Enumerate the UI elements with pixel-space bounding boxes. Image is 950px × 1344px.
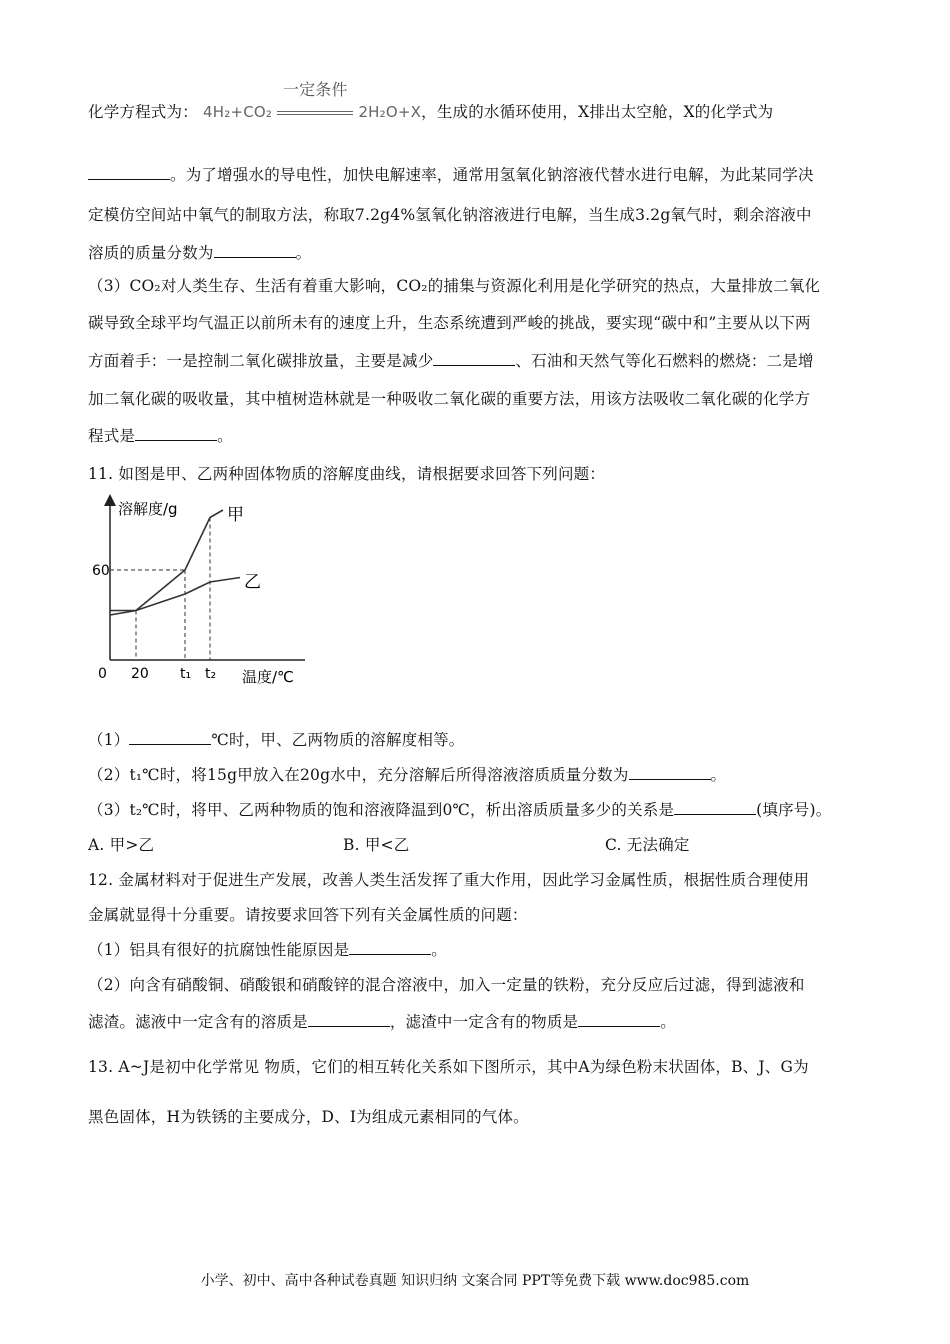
answer-blank[interactable]	[129, 730, 211, 745]
y-axis-label: 溶解度/g	[118, 500, 178, 518]
question-13-line-2: 黑色固体，H为铁锈的主要成分，D、I为组成元素相同的气体。	[88, 1108, 529, 1126]
q11-p1-suffix: ℃时，甲、乙两物质的溶解度相等。	[211, 731, 465, 749]
q12-p1-prefix: （1）铝具有很好的抗腐蚀性能原因是	[88, 941, 350, 959]
q11-part-2	[88, 763, 726, 785]
series-line-jia	[110, 510, 223, 615]
x-axis-label: 温度/℃	[242, 668, 294, 686]
text-line-5: （3）CO₂对人类生存、生活有着重大影响，CO₂的捕集与资源化利用是化学研究的热点，大量排放二氧化	[88, 277, 821, 295]
answer-blank[interactable]	[214, 243, 296, 258]
question-12-line-1: 12. 金属材料对于促进生产发展，改善人类生活发挥了重大作用，因此学习金属性质，根据性质合理使用	[88, 871, 810, 889]
equation-condition: 一定条件	[282, 80, 348, 99]
q12-p3-middle: ，滤渣中一定含有的物质是	[389, 1013, 579, 1031]
option-b[interactable]: B. 甲<乙	[343, 836, 410, 854]
question-13-line-1: 13. A~J是初中化学常见 物质，它们的相互转化关系如下图所示，其中A为绿色粉末状固体，B、J、G为	[88, 1058, 809, 1076]
text-line-4	[88, 241, 311, 263]
text-line-9-suffix: 。	[217, 427, 233, 445]
q11-p2-suffix: 。	[710, 766, 727, 784]
text-line-9	[88, 424, 233, 446]
q12-part-2: （2）向含有硝酸铜、硝酸银和硝酸锌的混合溶液中，加入一定量的铁粉，充分反应后过滤，得到滤液和	[88, 976, 805, 994]
equation-right: 2H₂O+X	[358, 103, 422, 121]
text-line-4-prefix: 溶质的质量分数为	[88, 244, 214, 262]
series-line-yi	[110, 578, 240, 611]
q11-p2-prefix: （2）t₁℃时，将15g甲放入在20g水中，充分溶解后所得溶液溶质质量分数为	[88, 766, 629, 784]
x-tick-label: 0	[98, 666, 107, 682]
q11-p3-prefix: （3）t₂℃时，将甲、乙两种物质的饱和溶液降温到0℃，析出溶质质量多少的关系是	[88, 801, 675, 819]
answer-blank[interactable]	[308, 1012, 390, 1027]
equation-left: 4H₂+CO₂	[203, 103, 273, 121]
q12-p3-suffix: 。	[660, 1013, 676, 1031]
equation-suffix: ，生成的水循环使用，X排出太空舱，X的化学式为	[421, 103, 774, 121]
question-11-intro: 11. 如图是甲、乙两种固体物质的溶解度曲线，请根据要求回答下列问题：	[88, 465, 606, 483]
text-line-4-suffix: 。	[295, 244, 312, 262]
equation-prefix: 化学方程式为：	[88, 103, 198, 121]
answer-blank[interactable]	[433, 351, 515, 366]
x-tick-label: 20	[131, 666, 149, 682]
equation-arrow	[277, 80, 353, 121]
question-12-line-2: 金属就显得十分重要。请按要求回答下列有关金属性质的问题：	[88, 906, 528, 924]
q12-p1-suffix: 。	[431, 941, 447, 959]
series-label-jia: 甲	[227, 505, 244, 525]
answer-blank[interactable]	[674, 800, 756, 815]
text-line-2	[88, 163, 814, 185]
option-c[interactable]: C. 无法确定	[605, 836, 690, 854]
q11-p3-suffix: (填序号)。	[756, 801, 832, 819]
option-a[interactable]: A. 甲>乙	[88, 836, 155, 854]
x-tick-label: t₁	[180, 666, 192, 682]
answer-blank[interactable]	[135, 426, 217, 441]
series-label-yi: 乙	[244, 572, 261, 593]
page-footer: 小学、初中、高中各种试卷真题 知识归纳 文案合同 PPT等免费下载 www.doc985.com	[200, 1273, 750, 1289]
answer-blank[interactable]	[578, 1012, 660, 1027]
solubility-chart	[92, 492, 310, 692]
q12-part-1	[88, 938, 447, 960]
equation-line	[88, 80, 774, 122]
text-line-6: 碳导致全球平均气温正以前所未有的速度上升，生态系统遭到严峻的挑战，要实现“碳中和”主要从以下两	[88, 314, 811, 332]
q11-part-3	[88, 798, 831, 820]
answer-blank[interactable]	[349, 940, 431, 955]
answer-blank[interactable]	[629, 765, 711, 780]
q11-part-1	[88, 728, 465, 750]
text-line-9-prefix: 程式是	[88, 427, 136, 445]
text-line-2-content: 。为了增强水的导电性，加快电解速率，通常用氢氧化钠溶液代替水进行电解，为此某同学决	[170, 166, 814, 184]
q11-p1-prefix: （1）	[88, 731, 130, 749]
q12-p3-prefix: 滤渣。滤液中一定含有的溶质是	[88, 1013, 308, 1031]
text-line-7	[88, 349, 814, 371]
x-tick-label: t₂	[205, 666, 217, 682]
y-tick-label: 60	[92, 563, 110, 579]
text-line-3: 定模仿空间站中氧气的制取方法，称取7.2g4%氢氧化钠溶液进行电解，当生成3.2g氧气时，剩余溶液中	[88, 206, 812, 224]
text-line-7-suffix: 、石油和天然气等化石燃料的燃烧：二是增	[515, 352, 814, 370]
q12-part-3	[88, 1010, 676, 1032]
text-line-8: 加二氧化碳的吸收量，其中植树造林就是一种吸收二氧化碳的重要方法，用该方法吸收二氧化碳的化学方	[88, 390, 811, 408]
answer-blank[interactable]	[88, 165, 170, 180]
text-line-7-prefix: 方面着手：一是控制二氧化碳排放量，主要是减少	[88, 352, 434, 370]
